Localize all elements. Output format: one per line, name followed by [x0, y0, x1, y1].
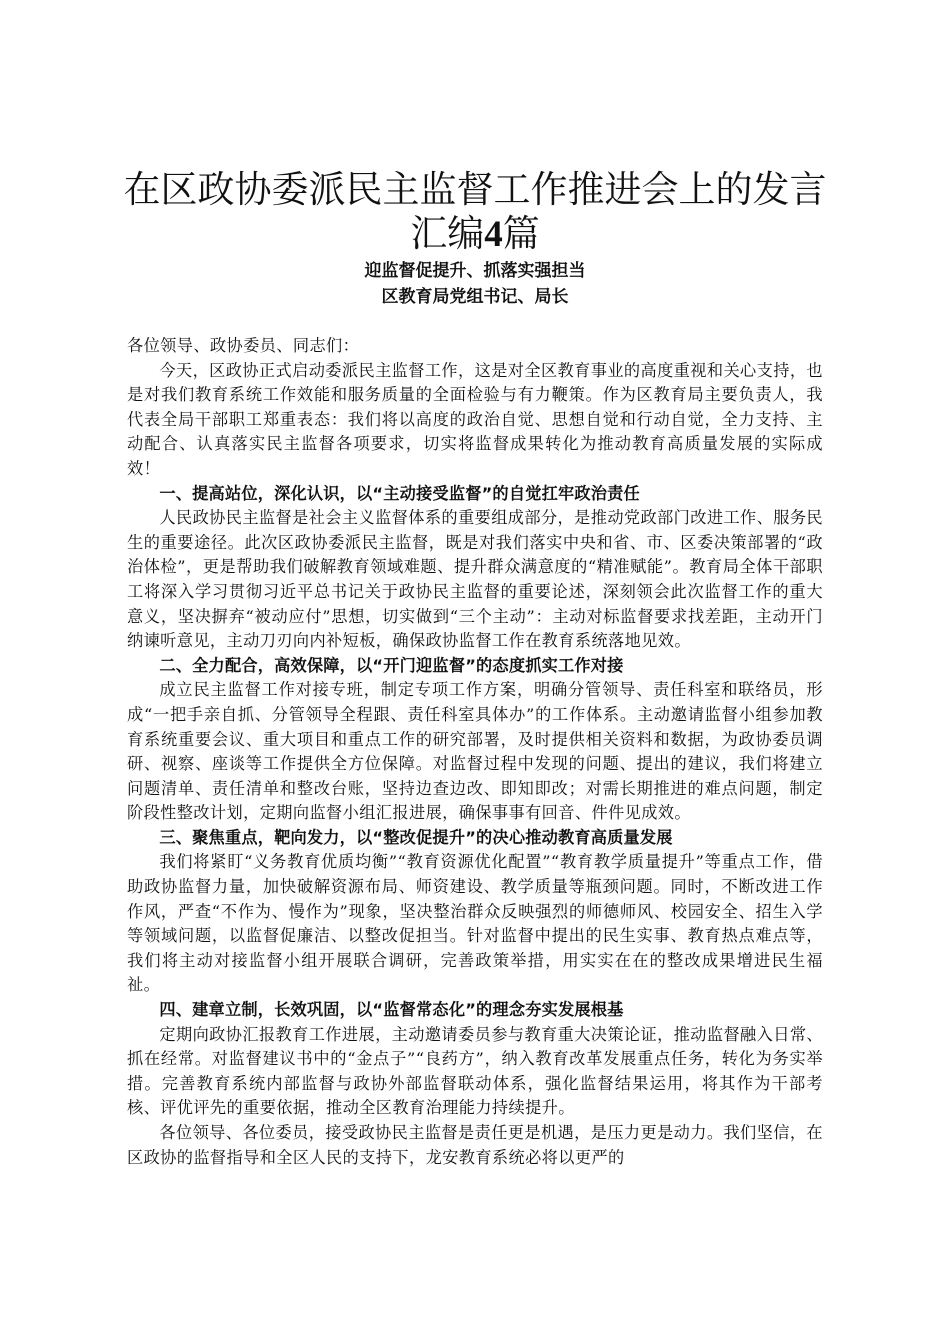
- salutation: 各位领导、政协委员、同志们：: [127, 336, 360, 355]
- document-title: [120, 168, 830, 257]
- section-paragraph-3: 我们将紧盯“义务教育优质均衡”“教育资源优化配置”“教育教学质量提升”等重点工作，借助政协监督力量，加快破解资源布局、师资建设、教学质量等瓶颈问题。同时，不断改进工作作风，严查“不作为、慢作为”现象，坚决整治群众反映强烈的师德师风、校园安全、招生入学等领域问题，以监督促廉洁、以整改促担当。针对监督中提出的民生实事、教育热点难点等，我们将主动对接监督小组开展联合调研，完善政策举措，用实实在在的整改成果增进民生福祉。: [127, 852, 823, 995]
- section-heading-4: 四、建章立制，长效巩固，以“监督常态化”的理念夯实发展根基: [159, 1000, 624, 1020]
- closing-paragraph: 各位领导、各位委员，接受政协民主监督是责任更是机遇，是压力更是动力。我们坚信，在区政协的监督指导和全区人民的支持下，龙安教育系统必将以更严的: [127, 1123, 823, 1167]
- section-heading-3: 三、聚焦重点，靶向发力，以“整改促提升”的决心推动教育高质量发展: [159, 827, 673, 847]
- section-paragraph-2: 成立民主监督工作对接专班，制定专项工作方案，明确分管领导、责任科室和联络员，形成“一把手亲自抓、分管领导全程跟、责任科室具体办”的工作体系。主动邀请监督小组参加教育系统重要会议、重大项目和重点工作的研究部署，及时提供相关资料和数据，为政协委员调研、视察、座谈等工作提供全方位保障。对监督过程中发现的问题、提出的建议，我们将建立问题清单、责任清单和整改台账，坚持边查边改、即知即改；对需长期推进的难点问题，制定阶段性整改计划，定期向监督小组汇报进展，确保事事有回音、件件见成效。: [127, 680, 823, 823]
- title-main: 在区政协委派民主监督工作推进会上的发言汇编: [123, 168, 827, 255]
- document-body: [127, 334, 823, 1170]
- title-number: 4: [484, 214, 503, 255]
- speaker-line: 区教育局党组书记、局长: [381, 287, 569, 307]
- section-heading-2: 二、全力配合，高效保障，以“开门迎监督”的态度抓实工作对接: [159, 655, 624, 675]
- section-heading-1: 一、提高站位，深化认识，以“主动接受监督”的自觉扛牢政治责任: [159, 483, 640, 503]
- title-suffix: 篇: [502, 212, 540, 255]
- section-paragraph-1: 人民政协民主监督是社会主义监督体系的重要组成部分，是推动党政部门改进工作、服务民生的重要途径。此次区政协委派民主监督，既是对我们落实中央和省、市、区委决策部署的“政治体检”，更是帮助我们破解教育领域难题、提升群众满意度的“精准赋能”。教育局全体干部职工将深入学习贯彻习近平总书记关于政协民主监督的重要论述，深刻领会此次监督工作的重大意义，坚决摒弃“被动应付”思想，切实做到“三个主动”：主动对标监督要求找差距，主动开门纳谏听意见，主动刀刃向内补短板，确保政协监督工作在教育系统落地见效。: [127, 508, 823, 651]
- section-paragraph-4: 定期向政协汇报教育工作进展，主动邀请委员参与教育重大决策论证，推动监督融入日常、抓在经常。对监督建议书中的“金点子”“良药方”，纳入教育改革发展重点任务，转化为务实举措。完善教育系统内部监督与政协外部监督联动体系，强化监督结果运用，将其作为干部考核、评优评先的重要依据，推动全区教育治理能力持续提升。: [127, 1024, 823, 1118]
- speech-subtitle: 迎监督促提升、抓落实强担当: [364, 261, 586, 281]
- intro-paragraph: 今天，区政协正式启动委派民主监督工作，这是对全区教育事业的高度重视和关心支持，也是对我们教育系统工作效能和服务质量的全面检验与有力鞭策。作为区教育局主要负责人，我代表全局干部职工郑重表态：我们将以高度的政治自觉、思想自觉和行动自觉，全力支持、主动配合、认真落实民主监督各项要求，切实将监督成果转化为推动教育高质量发展的实际成效！: [127, 360, 823, 478]
